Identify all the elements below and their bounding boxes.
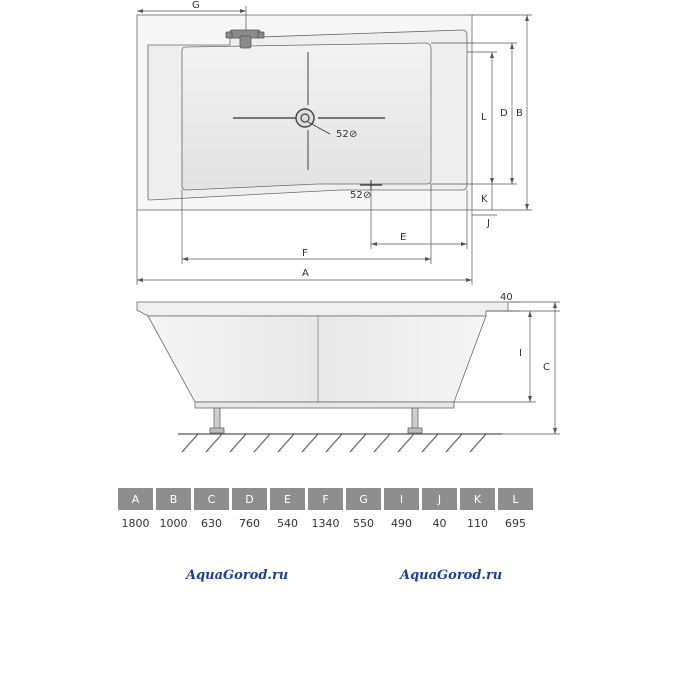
- label-i: I: [519, 348, 522, 359]
- label-drain-size: 52: [336, 129, 349, 140]
- watermark-text: AquaGorod.ru: [186, 568, 289, 583]
- side-view: [137, 302, 508, 433]
- table-header: J: [421, 488, 459, 510]
- label-f: F: [302, 248, 308, 259]
- label-a: A: [302, 268, 309, 279]
- table-value-row: [118, 510, 535, 536]
- table-header: D: [231, 488, 269, 510]
- tub-rim-side: [137, 302, 508, 316]
- label-overflow-size: 52: [350, 190, 363, 201]
- table-cell: 1000: [155, 510, 193, 536]
- table-cell: 695: [497, 510, 535, 536]
- label-k: K: [481, 194, 488, 205]
- label-rim: 40: [500, 292, 513, 303]
- table-cell: 1800: [118, 510, 155, 536]
- diameter-icon: ⊘: [363, 190, 372, 201]
- table-header: K: [459, 488, 497, 510]
- label-l: L: [481, 112, 487, 123]
- table-header: B: [155, 488, 193, 510]
- table-cell: 40: [421, 510, 459, 536]
- table-cell: 550: [345, 510, 383, 536]
- diameter-icon: ⊘: [349, 129, 358, 140]
- label-d: D: [500, 108, 508, 119]
- table-header: I: [383, 488, 421, 510]
- table-cell: 540: [269, 510, 307, 536]
- table-header: L: [497, 488, 535, 510]
- table-cell: 110: [459, 510, 497, 536]
- top-view: [137, 15, 472, 210]
- label-b: B: [516, 108, 523, 119]
- label-j: J: [487, 218, 490, 229]
- table-header-row: [118, 488, 535, 510]
- label-e: E: [400, 232, 407, 243]
- table-header: G: [345, 488, 383, 510]
- table-header: C: [193, 488, 231, 510]
- table-header: F: [307, 488, 345, 510]
- table-cell: 630: [193, 510, 231, 536]
- table-cell: 490: [383, 510, 421, 536]
- label-c: C: [543, 362, 550, 373]
- table-header: E: [269, 488, 307, 510]
- table-header: A: [118, 488, 155, 510]
- floor: [178, 434, 502, 452]
- tub-body-side: [148, 316, 486, 402]
- watermark-text: AquaGorod.ru: [400, 568, 503, 583]
- drain-icon: [296, 109, 314, 127]
- table-cell: 1340: [307, 510, 345, 536]
- table-cell: 760: [231, 510, 269, 536]
- dimensions-table: [118, 488, 536, 536]
- label-g: G: [192, 0, 200, 11]
